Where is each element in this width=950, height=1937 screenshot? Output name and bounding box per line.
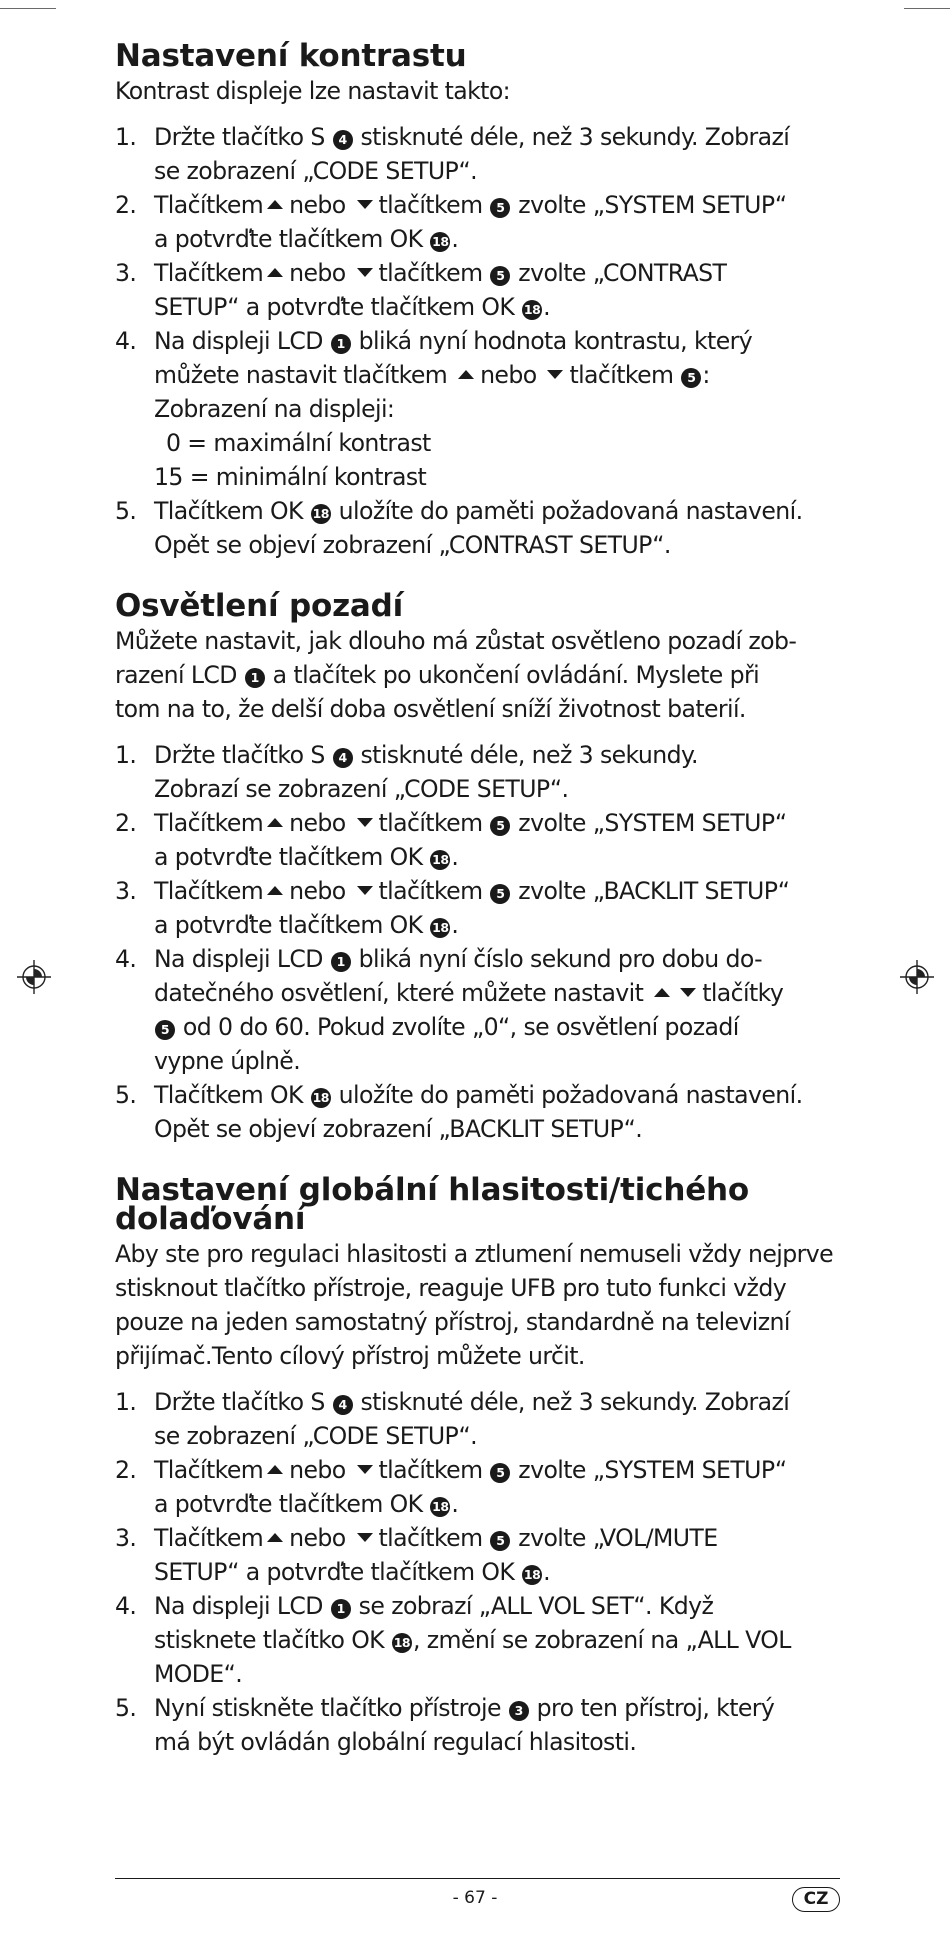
circled-number-icon: 18 bbox=[430, 232, 450, 252]
text-run: Kontrast displeje lze nastavit takto: bbox=[115, 77, 511, 105]
text-run: tlačítkem bbox=[378, 1524, 490, 1552]
step-number: 5. bbox=[115, 1081, 137, 1109]
text-run: Tlačítkem bbox=[154, 191, 264, 219]
text-run: zvolte „BACKLIT SETUP“ bbox=[511, 877, 790, 905]
text-run: se zobrazení „CODE SETUP“. bbox=[154, 157, 478, 185]
step-line bbox=[154, 426, 835, 460]
step-item bbox=[115, 1521, 835, 1589]
triangle-up-icon bbox=[267, 200, 283, 209]
text-run: uložíte do paměti požadovaná nastavení. bbox=[331, 1081, 803, 1109]
text-run: nebo bbox=[289, 1456, 353, 1484]
text-run: : bbox=[702, 361, 710, 389]
step-line bbox=[154, 1589, 835, 1623]
circled-number-icon: 5 bbox=[490, 1531, 510, 1551]
section-title-line: Nastavení globální hlasitosti/tichého bbox=[115, 1172, 750, 1208]
intro-line bbox=[115, 692, 835, 726]
text-run: má být ovládán globální regulací hlasitosti. bbox=[154, 1728, 637, 1756]
step-line bbox=[154, 908, 835, 942]
intro-line bbox=[115, 1339, 835, 1373]
step-list bbox=[115, 120, 835, 562]
triangle-down-icon bbox=[357, 1465, 373, 1474]
text-run: vypne úplně. bbox=[154, 1047, 301, 1075]
step-item bbox=[115, 1691, 835, 1759]
step-line bbox=[154, 1453, 835, 1487]
page-content bbox=[115, 38, 835, 1759]
text-run: uložíte do paměti požadovaná nastavení. bbox=[331, 497, 803, 525]
text-run: Opět se objeví zobrazení „BACKLIT SETUP“. bbox=[154, 1115, 643, 1143]
step-line bbox=[154, 324, 835, 358]
step-line bbox=[154, 806, 835, 840]
circled-number-icon: 5 bbox=[490, 884, 510, 904]
text-run: stisknete tlačítko OK bbox=[154, 1626, 391, 1654]
step-item bbox=[115, 942, 835, 1078]
text-run: přijímač.Tento cílový přístroj můžete určit. bbox=[115, 1342, 585, 1370]
step-item bbox=[115, 806, 835, 874]
step-line bbox=[154, 738, 835, 772]
text-run: Tlačítkem OK bbox=[154, 1081, 310, 1109]
step-item bbox=[115, 738, 835, 806]
triangle-down-icon bbox=[357, 200, 373, 209]
circled-number-icon: 1 bbox=[331, 1599, 351, 1619]
text-run: stisknout tlačítko přístroje, reaguje UFB pro tuto funkci vždy bbox=[115, 1274, 787, 1302]
triangle-up-icon bbox=[654, 988, 670, 997]
text-run: a potvrďte tlačítkem OK bbox=[154, 911, 430, 939]
text-run: Můžete nastavit, jak dlouho má zůstat osvětleno pozadí zob- bbox=[115, 627, 797, 655]
step-number: 1. bbox=[115, 741, 137, 769]
step-line bbox=[154, 1078, 835, 1112]
circled-number-icon: 18 bbox=[522, 300, 542, 320]
step-item bbox=[115, 324, 835, 494]
section-title: Nastavení kontrastu bbox=[115, 38, 467, 74]
step-line bbox=[154, 1385, 835, 1419]
text-run: Zobrazí se zobrazení „CODE SETUP“. bbox=[154, 775, 569, 803]
text-run: zvolte „VOL/MUTE bbox=[511, 1524, 718, 1552]
text-run: nebo bbox=[480, 361, 544, 389]
triangle-up-icon bbox=[267, 1465, 283, 1474]
text-run: Tlačítkem bbox=[154, 877, 264, 905]
text-run: . bbox=[451, 911, 459, 939]
step-number: 1. bbox=[115, 1388, 137, 1416]
circled-number-icon: 5 bbox=[490, 1463, 510, 1483]
circled-number-icon: 4 bbox=[333, 130, 353, 150]
step-line bbox=[154, 358, 835, 392]
text-run: nebo bbox=[289, 877, 353, 905]
triangle-down-icon bbox=[357, 886, 373, 895]
text-run: tlačítkem bbox=[378, 809, 490, 837]
text-run: datečného osvětlení, které můžete nastavit bbox=[154, 979, 651, 1007]
step-line bbox=[154, 874, 835, 908]
text-run: a potvrďte tlačítkem OK bbox=[154, 1490, 430, 1518]
text-run: tlačítkem bbox=[378, 1456, 490, 1484]
step-line bbox=[154, 942, 835, 976]
step-item bbox=[115, 874, 835, 942]
intro-line bbox=[115, 658, 835, 692]
step-line bbox=[154, 528, 835, 562]
section-title bbox=[115, 1172, 835, 1237]
page-number: - 67 - bbox=[452, 1888, 498, 1908]
circled-number-icon: 5 bbox=[681, 368, 701, 388]
text-run: nebo bbox=[289, 259, 353, 287]
text-run: a tlačítek po ukončení ovládání. Myslete při bbox=[265, 661, 760, 689]
text-run: stisknuté déle, než 3 sekundy. bbox=[353, 741, 698, 769]
section-intro bbox=[115, 74, 835, 108]
step-line bbox=[154, 1112, 835, 1146]
registration-mark-icon bbox=[17, 960, 51, 994]
text-run: nebo bbox=[289, 809, 353, 837]
text-run: 15 = minimální kontrast bbox=[154, 463, 427, 491]
circled-number-icon: 5 bbox=[155, 1020, 175, 1040]
intro-line bbox=[115, 1237, 835, 1271]
text-run: . bbox=[451, 843, 459, 871]
step-number: 5. bbox=[115, 1694, 137, 1722]
circled-number-icon: 18 bbox=[430, 918, 450, 938]
step-number: 4. bbox=[115, 327, 137, 355]
circled-number-icon: 18 bbox=[430, 850, 450, 870]
step-number: 2. bbox=[115, 191, 137, 219]
text-run: zvolte „SYSTEM SETUP“ bbox=[511, 1456, 787, 1484]
text-run: tlačítkem bbox=[569, 361, 681, 389]
triangle-down-icon bbox=[357, 1533, 373, 1542]
text-run: pro ten přístroj, který bbox=[529, 1694, 775, 1722]
intro-line bbox=[115, 1271, 835, 1305]
triangle-up-icon bbox=[267, 818, 283, 827]
crop-mark-left bbox=[0, 8, 56, 9]
step-line bbox=[154, 120, 835, 154]
text-run: můžete nastavit tlačítkem bbox=[154, 361, 455, 389]
step-item bbox=[115, 188, 835, 256]
triangle-down-icon bbox=[357, 268, 373, 277]
step-line bbox=[154, 460, 835, 494]
circled-number-icon: 4 bbox=[333, 1395, 353, 1415]
triangle-up-icon bbox=[458, 370, 474, 379]
text-run: Držte tlačítko S bbox=[154, 741, 332, 769]
step-number: 3. bbox=[115, 259, 137, 287]
intro-line bbox=[115, 1305, 835, 1339]
step-line bbox=[154, 222, 835, 256]
step-line bbox=[154, 154, 835, 188]
step-number: 4. bbox=[115, 945, 137, 973]
circled-number-icon: 5 bbox=[490, 816, 510, 836]
text-run: Tlačítkem OK bbox=[154, 497, 310, 525]
text-run: zvolte „CONTRAST bbox=[511, 259, 727, 287]
text-run: tlačítky bbox=[702, 979, 784, 1007]
step-line bbox=[154, 976, 835, 1010]
text-run: tlačítkem bbox=[378, 191, 490, 219]
step-line bbox=[154, 1044, 835, 1078]
circled-number-icon: 1 bbox=[331, 952, 351, 972]
step-number: 1. bbox=[115, 123, 137, 151]
crop-mark-right bbox=[904, 8, 950, 9]
text-run: nebo bbox=[289, 1524, 353, 1552]
circled-number-icon: 1 bbox=[245, 668, 265, 688]
text-run: Na displeji LCD bbox=[154, 1592, 330, 1620]
step-item bbox=[115, 120, 835, 188]
step-line bbox=[154, 772, 835, 806]
text-run: Tlačítkem bbox=[154, 1456, 264, 1484]
text-run: MODE“. bbox=[154, 1660, 243, 1688]
text-run: Na displeji LCD bbox=[154, 945, 330, 973]
circled-number-icon: 18 bbox=[392, 1633, 412, 1653]
text-run: stisknuté déle, než 3 sekundy. Zobrazí bbox=[353, 1388, 790, 1416]
step-item bbox=[115, 1078, 835, 1146]
text-run: se zobrazí „ALL VOL SET“. Když bbox=[351, 1592, 714, 1620]
step-list bbox=[115, 738, 835, 1146]
language-badge: CZ bbox=[792, 1887, 840, 1912]
text-run: Na displeji LCD bbox=[154, 327, 330, 355]
text-run: SETUP“ a potvrďte tlačítkem OK bbox=[154, 1558, 522, 1586]
text-run: bliká nyní hodnota kontrastu, který bbox=[351, 327, 753, 355]
text-run: . bbox=[451, 1490, 459, 1518]
step-number: 3. bbox=[115, 1524, 137, 1552]
step-number: 5. bbox=[115, 497, 137, 525]
step-line bbox=[154, 1725, 835, 1759]
text-run: . bbox=[543, 1558, 551, 1586]
circled-number-icon: 1 bbox=[331, 334, 351, 354]
step-item bbox=[115, 1453, 835, 1521]
text-run: a potvrďte tlačítkem OK bbox=[154, 225, 430, 253]
text-run: bliká nyní číslo sekund pro dobu do- bbox=[351, 945, 763, 973]
text-run: a potvrďte tlačítkem OK bbox=[154, 843, 430, 871]
triangle-down-icon bbox=[680, 988, 696, 997]
step-line bbox=[154, 1623, 835, 1657]
text-run: razení LCD bbox=[115, 661, 244, 689]
section-title: Osvětlení pozadí bbox=[115, 588, 404, 624]
text-run: Tlačítkem bbox=[154, 1524, 264, 1552]
section-intro bbox=[115, 1237, 835, 1373]
step-line bbox=[154, 1487, 835, 1521]
step-item bbox=[115, 1385, 835, 1453]
step-line bbox=[154, 1010, 835, 1044]
footer-rule bbox=[115, 1878, 840, 1879]
text-run: 0 = maximální kontrast bbox=[166, 429, 431, 457]
step-line bbox=[154, 188, 835, 222]
text-run: tlačítkem bbox=[378, 877, 490, 905]
step-line bbox=[154, 494, 835, 528]
registration-mark-icon bbox=[900, 960, 934, 994]
step-number: 2. bbox=[115, 1456, 137, 1484]
step-line bbox=[154, 840, 835, 874]
text-run: tom na to, že delší doba osvětlení sníží životnost baterií. bbox=[115, 695, 746, 723]
text-run: . bbox=[543, 293, 551, 321]
text-run: tlačítkem bbox=[378, 259, 490, 287]
text-run: Opět se objeví zobrazení „CONTRAST SETUP“. bbox=[154, 531, 671, 559]
text-run: se zobrazení „CODE SETUP“. bbox=[154, 1422, 478, 1450]
text-run: od 0 do 60. Pokud zvolíte „0“, se osvětlení pozadí bbox=[176, 1013, 739, 1041]
triangle-up-icon bbox=[267, 1533, 283, 1542]
section-intro bbox=[115, 624, 835, 726]
step-line bbox=[154, 256, 835, 290]
triangle-up-icon bbox=[267, 886, 283, 895]
text-run: . bbox=[451, 225, 459, 253]
text-run: Aby ste pro regulaci hlasitosti a ztlumení nemuseli vždy nejprve bbox=[115, 1240, 833, 1268]
text-run: Zobrazení na displeji: bbox=[154, 395, 395, 423]
step-item bbox=[115, 256, 835, 324]
step-line bbox=[154, 1419, 835, 1453]
step-line bbox=[154, 1691, 835, 1725]
text-run: zvolte „SYSTEM SETUP“ bbox=[511, 809, 787, 837]
circled-number-icon: 18 bbox=[522, 1565, 542, 1585]
circled-number-icon: 3 bbox=[509, 1701, 529, 1721]
circled-number-icon: 18 bbox=[430, 1497, 450, 1517]
step-line bbox=[154, 1657, 835, 1691]
text-run: zvolte „SYSTEM SETUP“ bbox=[511, 191, 787, 219]
text-run: Tlačítkem bbox=[154, 809, 264, 837]
triangle-down-icon bbox=[547, 370, 563, 379]
text-run: Držte tlačítko S bbox=[154, 1388, 332, 1416]
step-number: 3. bbox=[115, 877, 137, 905]
step-line bbox=[154, 290, 835, 324]
text-run: Nyní stiskněte tlačítko přístroje bbox=[154, 1694, 508, 1722]
intro-line bbox=[115, 624, 835, 658]
step-item bbox=[115, 1589, 835, 1691]
text-run: pouze na jeden samostatný přístroj, standardně na televizní bbox=[115, 1308, 790, 1336]
section-title-line: dolaďování bbox=[115, 1201, 306, 1237]
text-run: stisknuté déle, než 3 sekundy. Zobrazí bbox=[353, 123, 790, 151]
circled-number-icon: 18 bbox=[311, 1088, 331, 1108]
step-item bbox=[115, 494, 835, 562]
circled-number-icon: 18 bbox=[311, 504, 331, 524]
triangle-down-icon bbox=[357, 818, 373, 827]
circled-number-icon: 4 bbox=[333, 748, 353, 768]
text-run: nebo bbox=[289, 191, 353, 219]
circled-number-icon: 5 bbox=[490, 198, 510, 218]
step-line bbox=[154, 1555, 835, 1589]
text-run: SETUP“ a potvrďte tlačítkem OK bbox=[154, 293, 522, 321]
triangle-up-icon bbox=[267, 268, 283, 277]
circled-number-icon: 5 bbox=[490, 266, 510, 286]
step-number: 2. bbox=[115, 809, 137, 837]
intro-line bbox=[115, 74, 835, 108]
step-number: 4. bbox=[115, 1592, 137, 1620]
text-run: Držte tlačítko S bbox=[154, 123, 332, 151]
text-run: , změní se zobrazení na „ALL VOL bbox=[412, 1626, 791, 1654]
text-run: Tlačítkem bbox=[154, 259, 264, 287]
step-list bbox=[115, 1385, 835, 1759]
step-line bbox=[154, 1521, 835, 1555]
step-line bbox=[154, 392, 835, 426]
